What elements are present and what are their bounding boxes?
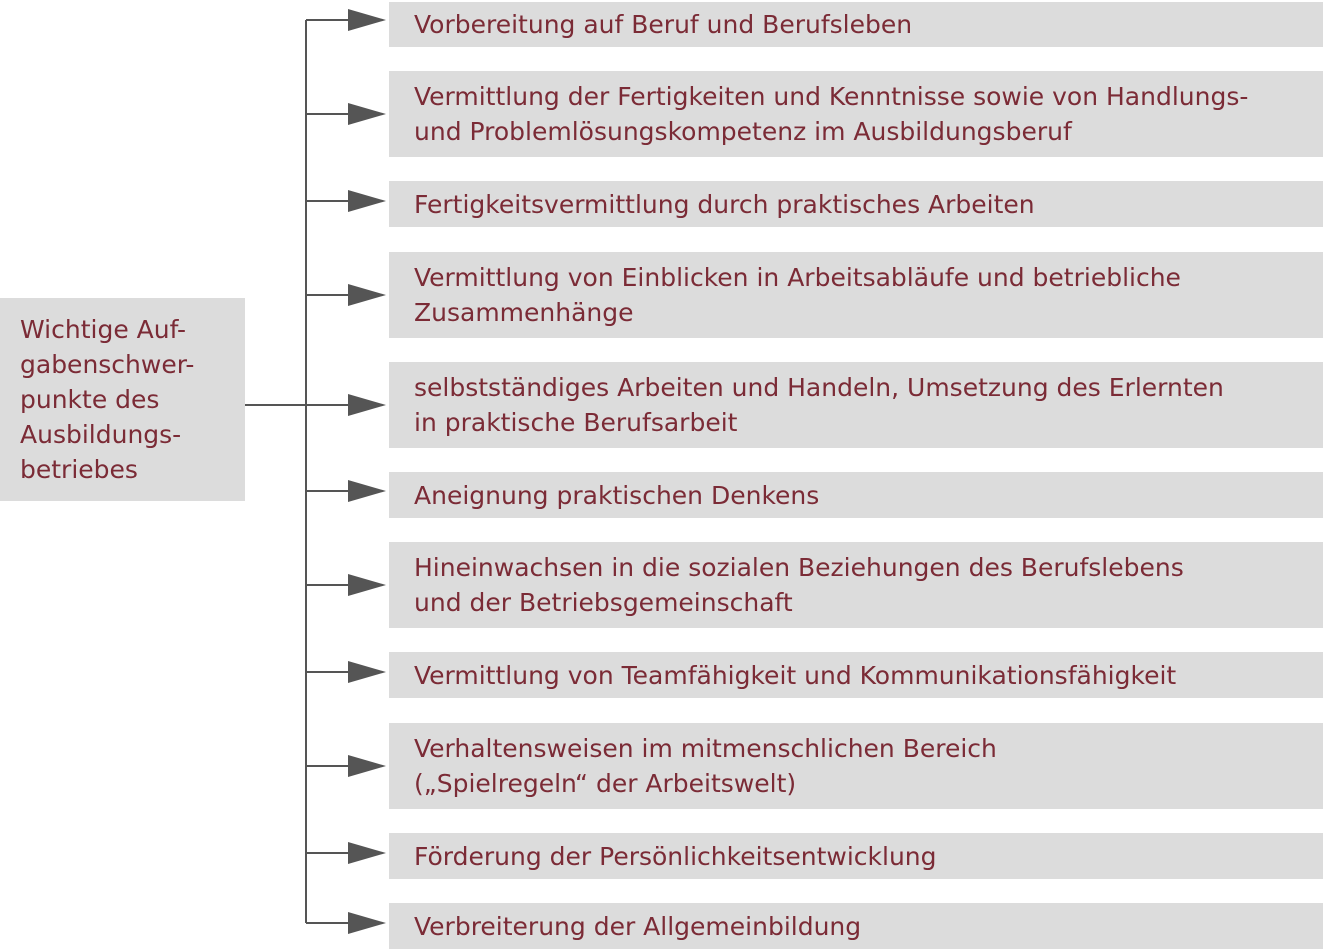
arrow-5 (306, 394, 386, 416)
arrow-3 (306, 190, 386, 212)
item-label: Verbreiterung der Allgemeinbildung (414, 911, 862, 941)
root-label: Wichtige Auf- gabenschwer- punkte des Ausbildungs- betriebes (20, 315, 195, 484)
arrow-2 (306, 103, 386, 125)
item-9 (389, 723, 1323, 809)
item-4 (389, 252, 1323, 338)
item-label: Förderung der Persönlichkeitsentwicklung (414, 841, 937, 871)
arrow-11 (306, 912, 386, 934)
arrow-4 (306, 284, 386, 306)
arrow-8 (306, 661, 386, 683)
arrow-9 (306, 755, 386, 777)
item-label: selbstständiges Arbeiten und Handeln, Umsetzung des Erlernten in praktische Berufsarbeit (414, 373, 1224, 437)
item-8 (389, 652, 1323, 698)
item-label: Vorbereitung auf Beruf und Berufsleben (414, 10, 913, 39)
arrow-6 (306, 480, 386, 502)
item-label: Vermittlung von Teamfähigkeit und Kommunikationsfähigkeit (414, 660, 1177, 690)
item-1 (389, 2, 1323, 47)
item-6 (389, 472, 1323, 518)
item-2 (389, 71, 1323, 157)
item-5 (389, 362, 1323, 448)
item-11 (389, 903, 1323, 949)
arrow-1 (306, 9, 386, 31)
item-label: Verhaltensweisen im mitmenschlichen Bereich („Spielregeln“ der Arbeitswelt) (414, 734, 997, 798)
root-node (0, 298, 245, 501)
item-label: Hineinwachsen in die sozialen Beziehungen des Berufslebens und der Betriebsgemeinschaft (414, 553, 1184, 617)
item-10 (389, 833, 1323, 879)
arrow-7 (306, 574, 386, 596)
item-label: Vermittlung der Fertigkeiten und Kenntnisse sowie von Handlungs- und Problemlösungskompetenz im Ausbildungsberuf (414, 82, 1249, 146)
item-3 (389, 181, 1323, 227)
item-label: Aneignung praktischen Denkens (414, 480, 820, 510)
item-7 (389, 542, 1323, 628)
item-label: Vermittlung von Einblicken in Arbeitsabläufe und betriebliche Zusammenhänge (414, 263, 1181, 327)
arrow-10 (306, 842, 386, 864)
item-label: Fertigkeitsvermittlung durch praktisches Arbeiten (414, 189, 1035, 219)
